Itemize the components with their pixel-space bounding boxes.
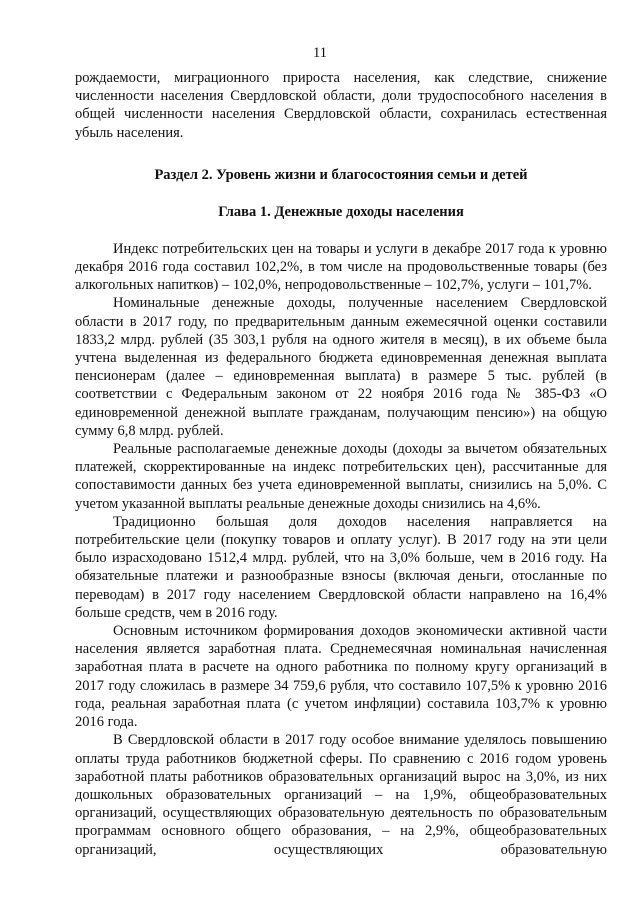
paragraph-price-index: Индекс потребительских цен на товары и услуги в декабре 2017 года к уровню декабря 2016 года составил 102,2%, в том числе на продовольственные товары (без алкогольных напитков) – 102,0%, непродовольственные – 102,7%, услуги – 101,7%.	[75, 240, 607, 294]
paragraph-wages: Основным источником формирования доходов экономически активной части населения является заработная плата. Среднемесячная номинальная начисленная заработная плата в расчете на одного работника по полному кругу организаций в 2017 году сложилась в размере 34 759,6 рубля, что составило 107,5% к уровню 2016 года, реальная заработная плата (с учетом инфляции) составила 103,7% к уровню 2016 года.	[75, 623, 607, 731]
paragraph-budget-sector: В Свердловской области в 2017 году особое внимание уделялось повышению оплаты труда работников бюджетной сферы. По сравнению с 2016 годом уровень заработной платы работников образовательных организаций вырос на 3,0%, из них дошкольных образовательных организаций – на 1,9%, общеобразовательных организаций, осуществляющих образовательную деятельность по образовательным программам основного общего образования, – на 2,9%, общеобразовательных организаций, осуществляющих образовательную	[75, 732, 607, 858]
paragraph-continued: рождаемости, миграционного прироста населения, как следствие, снижение численности населения Свердловской области, доли трудоспособного населения в общей численности населения Свердловской области, сохранилась естественная убыль населения.	[75, 70, 607, 141]
paragraph-spending: Традиционно большая доля доходов населения направляется на потребительские цели (покупку товаров и оплату услуг). В 2017 году на эти цели было израсходовано 1512,4 млрд. рублей, что на 3,0% больше, чем в 2016 году. На обязательные платежи и разнообразные взносы (включая деньги, отосланные по переводам) в 2017 году населением Свердловской области направлено на 16,4% больше средств, чем в 2016 году.	[75, 513, 607, 621]
paragraph-real-income: Реальные располагаемые денежные доходы (доходы за вычетом обязательных платежей, скорректированные на индекс потребительских цен), рассчитанные для сопоставимости данных без учета единовременной выплаты, снизились на 5,0%. С учетом указанной выплаты реальные денежные доходы снизились на 4,6%.	[75, 441, 607, 512]
page-number: 11	[313, 45, 327, 61]
document-body	[75, 69, 607, 859]
chapter-title: Глава 1. Денежные доходы населения	[218, 203, 464, 220]
section-title: Раздел 2. Уровень жизни и благосостояния семьи и детей	[154, 166, 528, 183]
paragraph-nominal-income: Номинальные денежные доходы, полученные населением Свердловской области в 2017 году, по предварительным данным ежемесячной оценки составили 1833,2 млрд. рублей (35 303,1 рубля на одного жителя в месяц), в их объеме была учтена выделенная из федерального бюджета единовременная денежная выплата пенсионерам (далее – единовременная выплата) в размере 5 тыс. рублей (в соответствии с Федеральным законом от 22 ноября 2016 года № 385-ФЗ «О единовременной денежной выплате гражданам, получающим пенсию») на общую сумму 6,8 млрд. рублей.	[75, 295, 607, 439]
